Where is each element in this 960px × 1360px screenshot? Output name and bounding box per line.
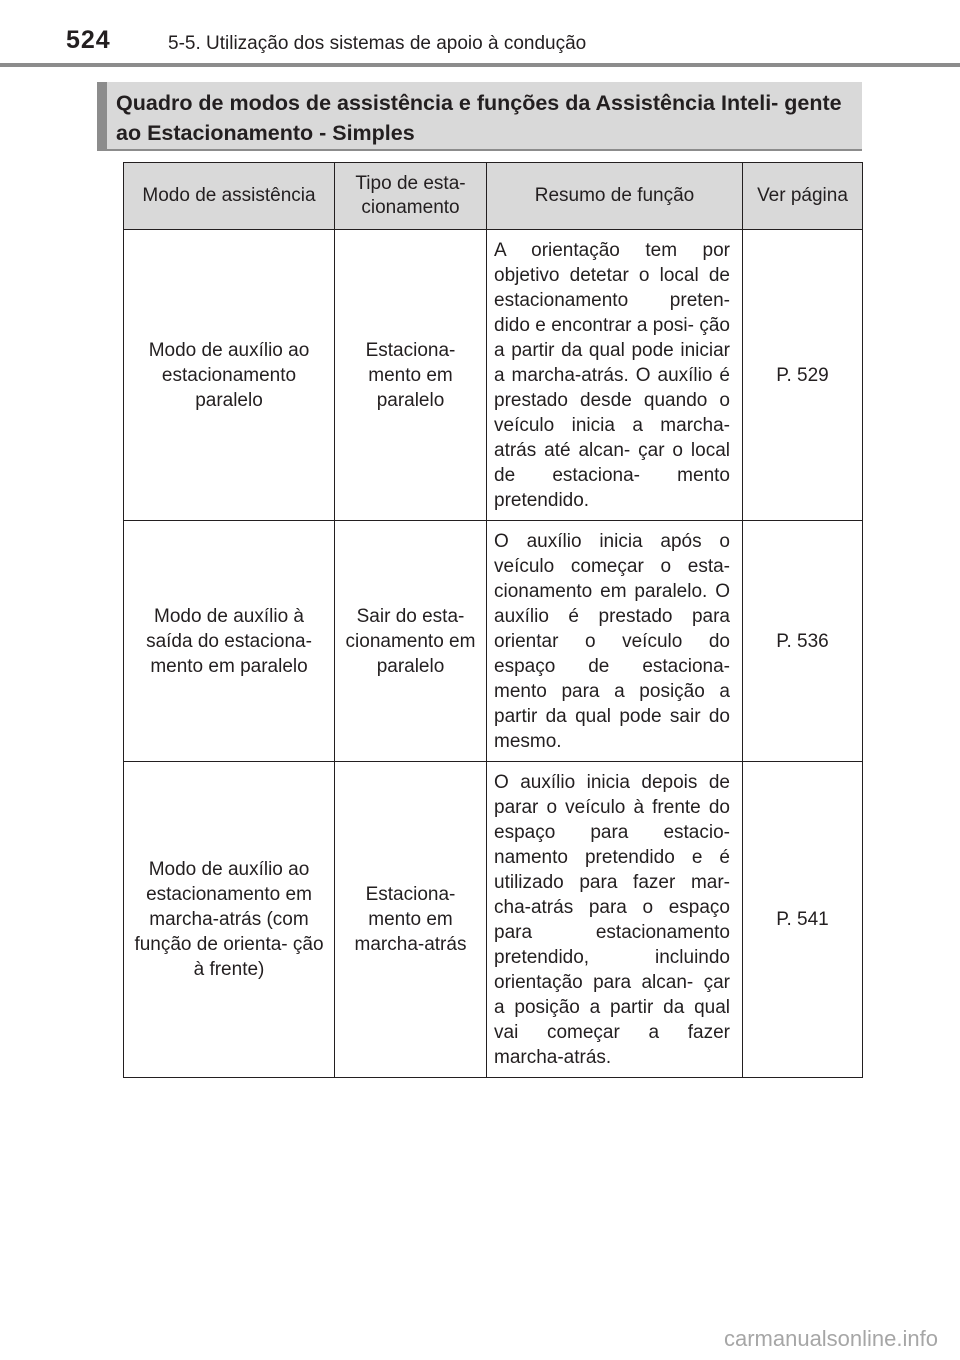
running-header: 5-5. Utilização dos sistemas de apoio à condução xyxy=(168,33,587,54)
header-parking-type: Tipo de esta- cionamento xyxy=(335,163,487,230)
cell-type: Sair do esta- cionamento em paralelo xyxy=(335,521,487,762)
cell-type: Estaciona- mento em paralelo xyxy=(335,230,487,521)
watermark: carmanualsonline.info xyxy=(723,1326,938,1351)
header-assist-mode: Modo de assistência xyxy=(124,163,335,230)
section-heading-box xyxy=(97,82,862,151)
section-title: Quadro de modos de assistência e funções da Assistência Inteli- gente ao Estacionamento - Simples xyxy=(116,91,842,145)
cell-mode: Modo de auxílio à saída do estaciona- mento em paralelo xyxy=(124,521,335,762)
cell-page-ref: P. 541 xyxy=(743,762,863,1078)
cell-page-ref: P. 529 xyxy=(743,230,863,521)
header-rule xyxy=(0,63,960,67)
table-header-row xyxy=(124,163,863,230)
cell-summary: A orientação tem por objetivo detetar o local de estacionamento preten- dido e encontrar a posi- ção a partir da qual pode iniciar a marcha-atrás. O auxílio é prestado desde quando o veículo inicia a marcha-atrás até alcan- çar o local de estaciona- mento pretendido. xyxy=(487,230,743,521)
header-see-page: Ver página xyxy=(743,163,863,230)
cell-type: Estaciona- mento em marcha-atrás xyxy=(335,762,487,1078)
cell-mode: Modo de auxílio ao estacionamento paralelo xyxy=(124,230,335,521)
assistance-modes-table xyxy=(123,162,863,1078)
table-row xyxy=(124,762,863,1078)
table-row xyxy=(124,230,863,521)
section-accent-bar xyxy=(97,82,107,149)
table-row xyxy=(124,521,863,762)
header-function-summary: Resumo de função xyxy=(487,163,743,230)
cell-page-ref: P. 536 xyxy=(743,521,863,762)
cell-summary: O auxílio inicia após o veículo começar o esta- cionamento em paralelo. O auxílio é prestado para orientar o veículo do espaço de estaciona- mento para a posição a partir da qual pode sair do mesmo. xyxy=(487,521,743,762)
cell-summary: O auxílio inicia depois de parar o veículo à frente do espaço para estacio- namento pretendido e é utilizado para fazer mar- cha-atrás para o espaço para estacionamento pretendido, incluindo orientação para alcan- çar a posição a partir da qual vai começar a fazer marcha-atrás. xyxy=(487,762,743,1078)
page-number: 524 xyxy=(66,26,111,54)
cell-mode: Modo de auxílio ao estacionamento em marcha-atrás (com função de orienta- ção à frente) xyxy=(124,762,335,1078)
